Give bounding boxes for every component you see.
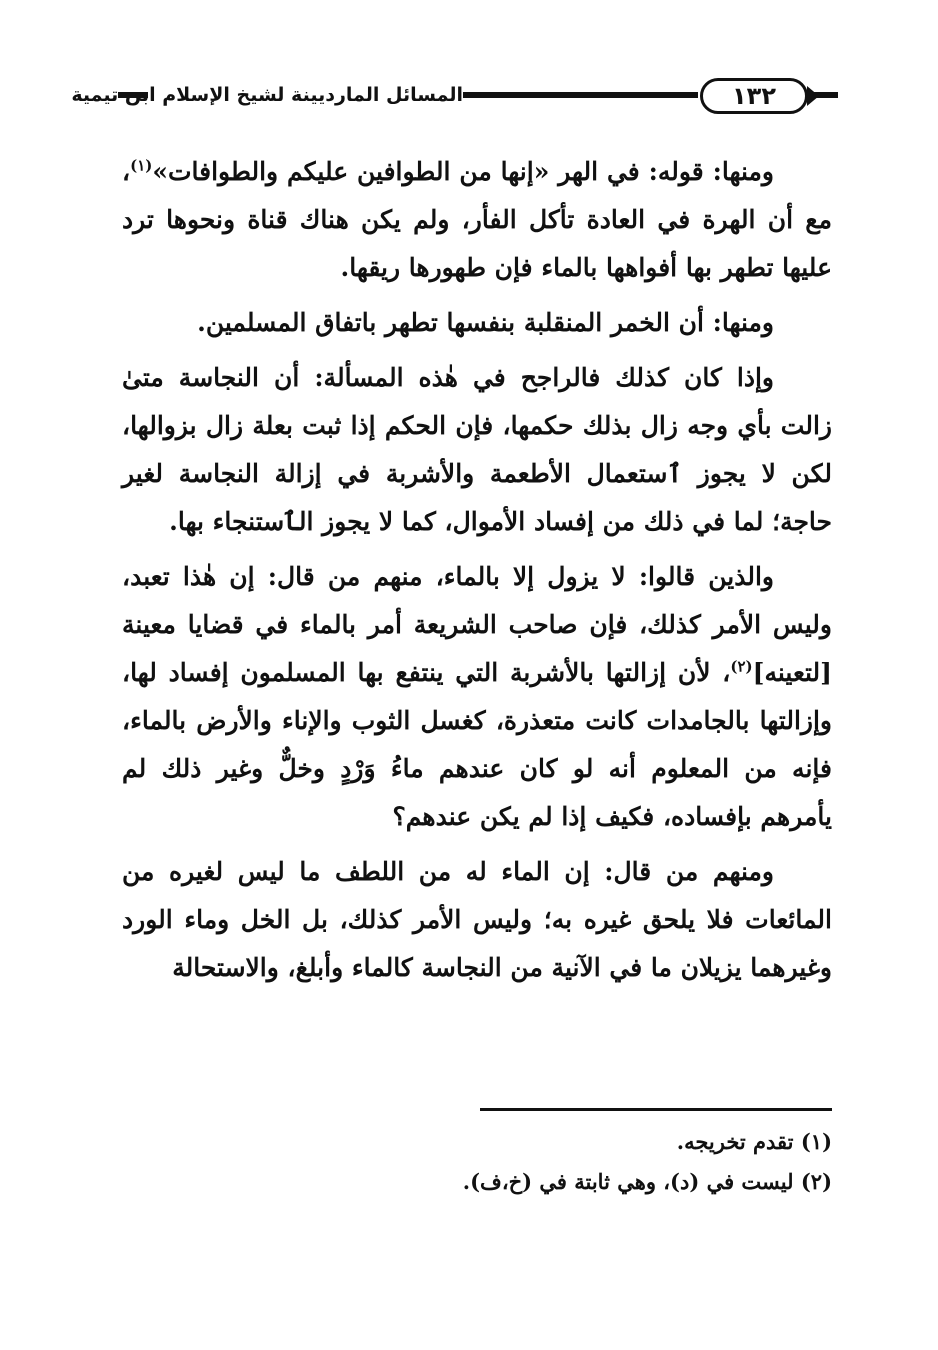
header-double-rule-middle (463, 92, 698, 98)
page-number: ١٣٢ (700, 78, 808, 114)
paragraph: ومنهم من قال: إن الماء له من اللطف ما ليس لغيره من المائعات فلا يلحق غيره به؛ وليس الأمر كذلك، بل الخل وماء الورد وغيرهما يزيلان ما في الآنية من النجاسة كالماء وأبلغ، والاستحالة (122, 857, 832, 982)
page-header (71, 78, 838, 122)
paragraph-text: ، لأن إزالتها بالأشربة التي ينتفع بها المسلمون إفساد لها، وإزالتها بالجامدات كانت متعذرة، كغسل الثوب والإناء والأرض بالماء، فإنه من المعلوم أنه لو كان عندهم ماءُ وَرْدٍ وخلٌّ وغير ذلك لم يأمرهم بإفساده، فكيف إذا لم يكن عندهم؟ (122, 658, 832, 831)
footnote-reference: (١) (130, 156, 153, 175)
footnote-separator (480, 1108, 832, 1111)
paragraph (122, 553, 832, 841)
paragraph-text: ، مع أن الهرة في العادة تأكل الفأر، ولم يكن هناك قناة ونحوها ترد عليها تطهر بها أفواهها بالماء فإن طهورها ريقها. (122, 157, 832, 282)
footnote-reference: (٢) (730, 657, 753, 676)
paragraph: ومنها: أن الخمر المنقلبة بنفسها تطهر باتفاق المسلمين. (197, 308, 774, 337)
running-title: المسائل المارديينة لشيخ الإسلام ابن تيمية (71, 84, 463, 106)
footnote: (١) تقدم تخريجه. (676, 1129, 832, 1154)
paragraph: وإذا كان كذلك فالراجح في هٰذه المسألة: أن النجاسة متىٰ زالت بأي وجه زال بذلك حكمها، فإن الحكم إذا ثبت بعلة زال بزوالها، لكن لا يجوز ٱستعمال الأطعمة والأشربة في إزالة النجاسة لغير حاجة؛ لما في ذلك من إفساد الأموال، كما لا يجوز الٱستنجاء بها. (122, 363, 832, 536)
header-double-rule-right (812, 92, 838, 98)
paragraph-text: ومنها: قوله: في الهر «إنها من الطوافين عليكم والطوافات» (152, 157, 774, 186)
paragraph (122, 148, 832, 292)
footnote: (٢) ليست في (د)، وهي ثابتة في (خ،ف). (462, 1169, 832, 1194)
main-text (122, 148, 832, 999)
paragraph-text: والذين قالوا: لا يزول إلا بالماء، منهم من قال: إن هٰذا تعبد، وليس الأمر كذلك، فإن صاحب الشريعة أمر بالماء في قضايا معينة [لتعينه] (122, 562, 832, 687)
footnotes (332, 1122, 832, 1202)
